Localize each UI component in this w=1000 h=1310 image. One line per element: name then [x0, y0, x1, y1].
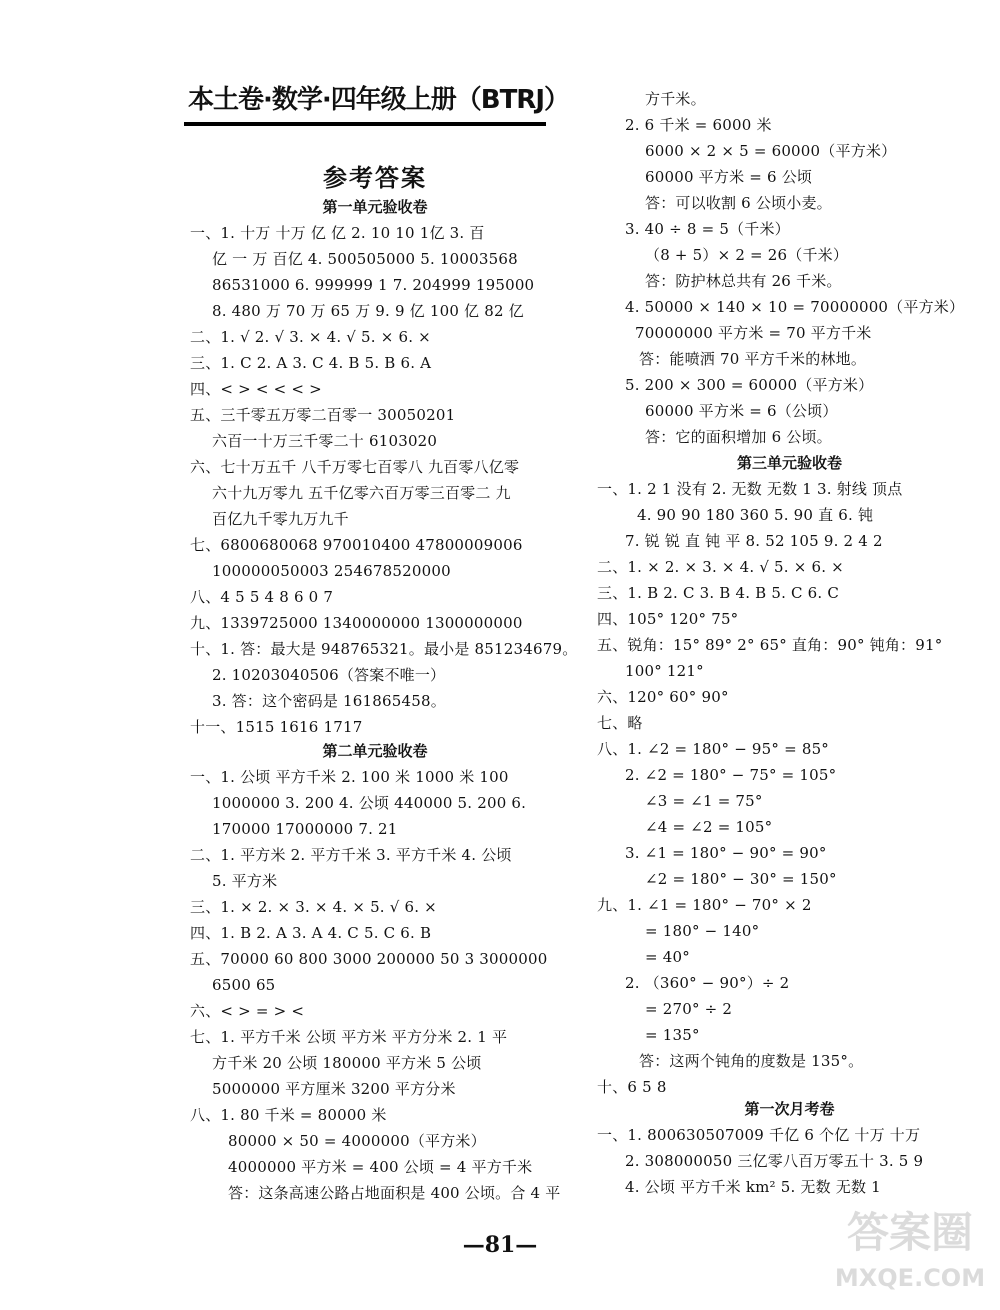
- answer-line: = 180° − 140°: [645, 922, 760, 940]
- answer-line: 二、1. √ 2. √ 3. × 4. √ 5. × 6. ×: [190, 328, 431, 346]
- answer-line: 答：这条高速公路占地面积是 400 公顷。合 4 平: [228, 1184, 561, 1202]
- answer-line: 答：它的面积增加 6 公顷。: [645, 428, 832, 446]
- book-title: 本土卷·数学·四年级上册（BTRJ）: [188, 85, 570, 115]
- answer-line: 2. 308000050 三亿零八百万零五十 3. 5 9: [625, 1152, 924, 1170]
- answer-line: （8 + 5）× 2 = 26（千米）: [645, 246, 849, 264]
- answer-line: 6500 65: [212, 976, 276, 994]
- page-number: —81—: [462, 1232, 538, 1258]
- title-rule: [184, 122, 546, 126]
- answer-line: 4. 50000 × 140 × 10 = 70000000（平方米）: [625, 298, 965, 316]
- answer-line: 2. （360° − 90°）÷ 2: [625, 974, 790, 992]
- answer-line: 八、4 5 5 4 8 6 0 7: [190, 588, 334, 606]
- answer-line: 十、1. 答：最大是 948765321。最小是 851234679。: [190, 640, 578, 658]
- answer-line: 四、1. B 2. A 3. A 4. C 5. C 6. B: [190, 924, 432, 942]
- answer-line: = 40°: [645, 948, 690, 966]
- answers-title: 参考答案: [323, 163, 427, 192]
- answer-line: 百亿九千零九万九千: [212, 510, 349, 528]
- watermark-text: 答案圈: [846, 1208, 973, 1257]
- answer-line: 五、三千零五万零二百零一 30050201: [190, 406, 456, 424]
- answer-line: 80000 × 50 = 4000000（平方米）: [228, 1132, 486, 1150]
- answer-line: 7. 锐 锐 直 钝 平 8. 52 105 9. 2 4 2: [625, 532, 883, 550]
- answer-line: 8. 480 万 70 万 65 万 9. 9 亿 100 亿 82 亿: [212, 302, 524, 320]
- answer-line: 2. 10203040506（答案不唯一）: [212, 666, 446, 684]
- answer-line: 九、1339725000 1340000000 1300000000: [190, 614, 523, 632]
- answer-line: 一、1. 十万 十万 亿 亿 2. 10 10 1亿 3. 百: [190, 224, 485, 242]
- answer-line: 七、略: [597, 714, 643, 732]
- answer-line: ∠2 = 180° − 30° = 150°: [645, 870, 837, 888]
- answer-line: 一、1. 800630507009 千亿 6 个亿 十万 十万: [597, 1126, 921, 1144]
- answer-line: 方千米。: [645, 90, 706, 108]
- answer-line: 答：这两个钝角的度数是 135°。: [639, 1052, 864, 1070]
- answer-line: 六、120° 60° 90°: [597, 688, 729, 706]
- answer-line: 4000000 平方米 = 400 公顷 = 4 平方千米: [228, 1158, 533, 1176]
- answer-line: 答：能喷洒 70 平方千米的林地。: [639, 350, 867, 368]
- answer-line: 一、1. 公顷 平方千米 2. 100 米 1000 米 100: [190, 768, 509, 786]
- answer-line: 170000 17000000 7. 21: [212, 820, 398, 838]
- answer-line: 三、1. × 2. × 3. × 4. × 5. √ 6. ×: [190, 898, 437, 916]
- answer-line: ∠4 = ∠2 = 105°: [645, 818, 773, 836]
- answer-line: 亿 一 万 百亿 4. 500505000 5. 10003568: [212, 250, 518, 268]
- answer-line: = 270° ÷ 2: [645, 1000, 733, 1018]
- answer-line: 七、1. 平方千米 公顷 平方米 平方分米 2. 1 平: [190, 1028, 508, 1046]
- answer-line: 60000 平方米 = 6（公顷）: [645, 402, 838, 420]
- answer-line: 70000000 平方米 = 70 平方千米: [635, 324, 872, 342]
- answer-line: 3. 答：这个密码是 161865458。: [212, 692, 446, 710]
- answer-line: 2. 6 千米 = 6000 米: [625, 116, 772, 134]
- answer-line: 四、< > < < < >: [190, 380, 322, 398]
- answer-line: 5. 200 × 300 = 60000（平方米）: [625, 376, 874, 394]
- answer-line: 2. ∠2 = 180° − 75° = 105°: [625, 766, 837, 784]
- answer-line: 六十九万零九 五千亿零六百万零三百零二 九: [212, 484, 511, 502]
- answer-line: 100° 121°: [625, 662, 704, 680]
- answer-line: 100000050003 254678520000: [212, 562, 451, 580]
- answer-line: 3. ∠1 = 180° − 90° = 90°: [625, 844, 827, 862]
- answer-line: 五、70000 60 800 3000 200000 50 3 3000000: [190, 950, 548, 968]
- answer-line: 答：防护林总共有 26 千米。: [645, 272, 842, 290]
- watermark-logo: [830, 1200, 990, 1300]
- answer-line: 五、锐角：15° 89° 2° 65° 直角：90° 钝角：91°: [597, 636, 943, 654]
- answer-line: ∠3 = ∠1 = 75°: [645, 792, 763, 810]
- answer-line: 1000000 3. 200 4. 公顷 440000 5. 200 6.: [212, 794, 527, 812]
- answer-line: 十、6 5 8: [597, 1078, 667, 1096]
- answer-line: 八、1. 80 千米 = 80000 米: [190, 1106, 387, 1124]
- unit3-heading: 第三单元验收卷: [736, 454, 842, 472]
- monthly-exam-heading: 第一次月考卷: [744, 1100, 835, 1118]
- answer-line: 方千米 20 公顷 180000 平方米 5 公顷: [212, 1054, 482, 1072]
- answer-line: 答：可以收割 6 公顷小麦。: [645, 194, 832, 212]
- answer-line: 60000 平方米 = 6 公顷: [645, 168, 813, 186]
- unit1-heading: 第一单元验收卷: [322, 198, 428, 216]
- answer-line: 4. 公顷 平方千米 km² 5. 无数 无数 1: [625, 1178, 881, 1196]
- answer-line: 六、七十万五千 八千万零七百零八 九百零八亿零: [190, 458, 520, 476]
- answer-line: 一、1. 2 1 没有 2. 无数 无数 1 3. 射线 顶点: [597, 480, 903, 498]
- answer-line: 六、< > = > <: [190, 1002, 305, 1020]
- answer-line: 七、6800680068 970010400 47800009006: [190, 536, 523, 554]
- answer-line: 86531000 6. 999999 1 7. 204999 195000: [212, 276, 535, 294]
- answer-line: 3. 40 ÷ 8 = 5（千米）: [625, 220, 790, 238]
- answer-line: 十一、1515 1616 1717: [190, 718, 363, 736]
- answer-line: 5. 平方米: [212, 872, 278, 890]
- answer-line: 4. 90 90 180 360 5. 90 直 6. 钝: [637, 506, 874, 524]
- answer-line: = 135°: [645, 1026, 700, 1044]
- answer-line: 5000000 平方厘米 3200 平方分米: [212, 1080, 456, 1098]
- answer-line: 四、105° 120° 75°: [597, 610, 739, 628]
- answer-line: 二、1. 平方米 2. 平方千米 3. 平方千米 4. 公顷: [190, 846, 512, 864]
- answer-line: 八、1. ∠2 = 180° − 95° = 85°: [597, 740, 830, 758]
- answer-line: 六百一十万三千零二十 6103020: [212, 432, 438, 450]
- answer-line: 6000 × 2 × 5 = 60000（平方米）: [645, 142, 897, 160]
- answer-line: 九、1. ∠1 = 180° − 70° × 2: [597, 896, 812, 914]
- answer-line: 三、1. C 2. A 3. C 4. B 5. B 6. A: [190, 354, 432, 372]
- unit2-heading: 第二单元验收卷: [322, 742, 428, 760]
- answer-line: 二、1. × 2. × 3. × 4. √ 5. × 6. ×: [597, 558, 844, 576]
- watermark-url: MXQE.COM: [834, 1264, 986, 1292]
- answer-line: 三、1. B 2. C 3. B 4. B 5. C 6. C: [597, 584, 840, 602]
